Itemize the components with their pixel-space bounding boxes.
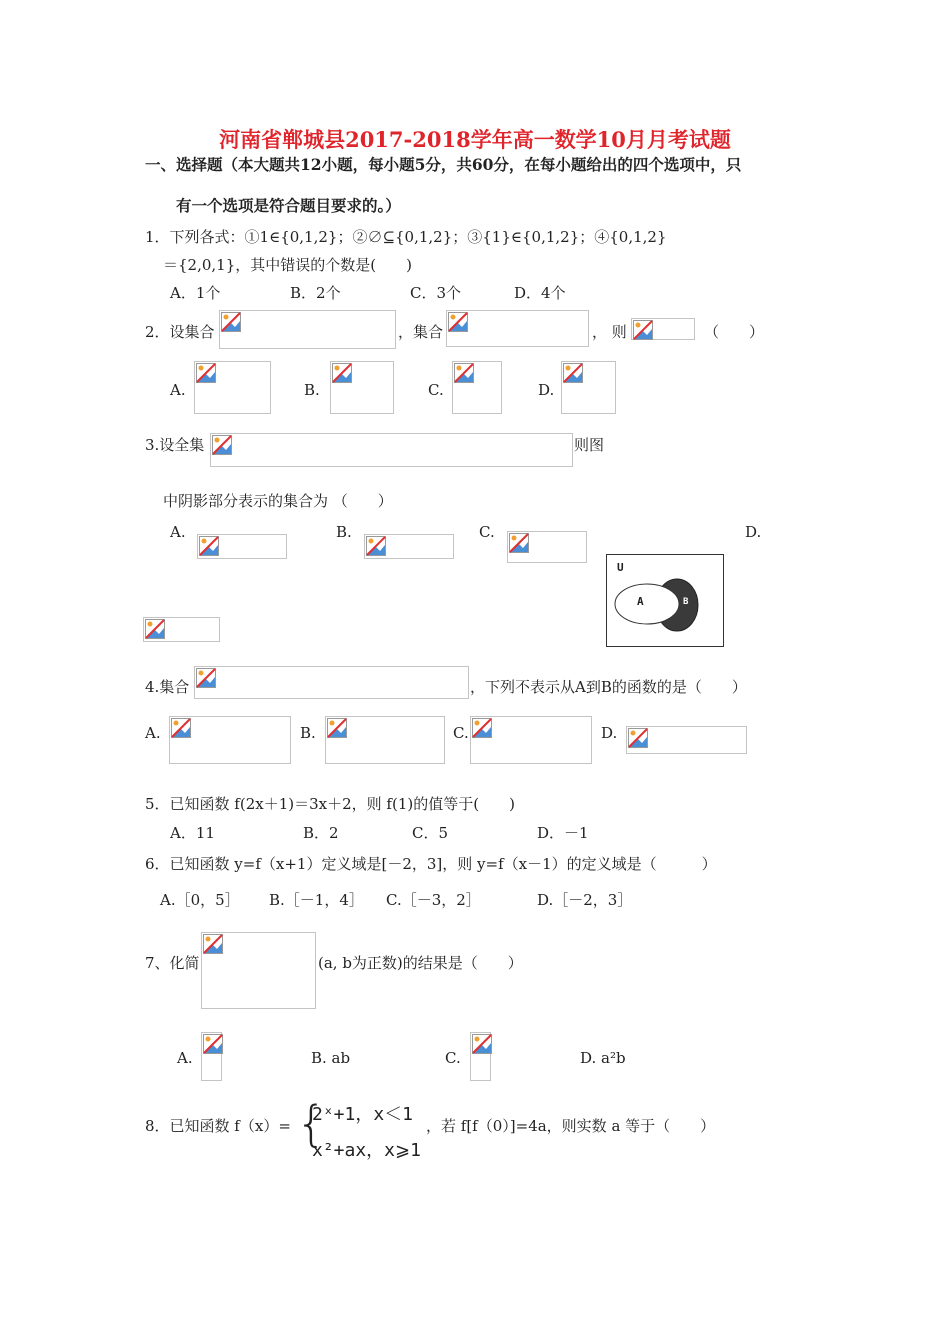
q6-option-d: D.［－2，3］ (537, 891, 633, 909)
q4-option-c: C. (453, 724, 469, 742)
q3-option-d: D. (745, 523, 762, 541)
q2-set-b-image (446, 310, 589, 347)
q7-option-d: D. a²b (580, 1049, 626, 1067)
q3-option-c: C. (479, 523, 495, 541)
q3-option-a-image (197, 534, 287, 559)
q5-option-c: C．5 (412, 824, 449, 842)
q2-option-c: C. (428, 381, 444, 399)
q6-stem: 6．已知函数 y=f（x+1）定义域是[－2，3]，则 y=f（x－1）的定义域是（ ） (145, 855, 717, 873)
q7-option-a: A. (177, 1049, 193, 1067)
q7-option-c-image (470, 1032, 491, 1081)
q4-option-d-image (626, 726, 747, 754)
q6-option-b: B.［－1，4］ (269, 891, 364, 909)
q8-case-2: x²+ax，x⩾1 (312, 1140, 421, 1161)
section-heading: 一、选择题（本大题共12小题，每小题5分，共60分，在每小题给出的四个选项中，只 (145, 155, 742, 174)
broken-image-icon (448, 312, 468, 332)
q4-stem-suffix: ，下列不表示从A到B的函数的是（ ） (470, 678, 747, 696)
q1-option-c: C．3个 (410, 284, 462, 302)
q4-option-b-image (325, 716, 445, 764)
venn-label-u: U (617, 561, 624, 574)
q2-stem-then: ， 则 (592, 323, 627, 341)
q8-stem: 8．已知函数 f（x）= (145, 1117, 291, 1135)
venn-label-b: B (683, 597, 689, 607)
broken-image-icon (472, 718, 492, 738)
q5-option-d: D．－1 (537, 824, 589, 842)
q4-option-a: A. (145, 724, 161, 742)
q2-expr-image (631, 318, 695, 340)
q4-stem: 4.集合 (145, 678, 190, 696)
q2-option-d-image (561, 361, 616, 414)
q3-stem-cont: 中阴影部分表示的集合为 （ ） (163, 492, 393, 510)
broken-image-icon (196, 668, 216, 688)
q2-option-a-image (194, 361, 271, 414)
broken-image-icon (563, 363, 583, 383)
venn-diagram-graphic (607, 555, 723, 646)
q1-option-d: D．4个 (514, 284, 566, 302)
q7-expression-image (201, 932, 316, 1009)
q3-option-d-image (143, 617, 220, 642)
q5-option-b: B．2 (303, 824, 339, 842)
q3-option-a: A. (170, 523, 186, 541)
q4-option-d: D. (601, 724, 618, 742)
q8-case-1: 2ˣ+1，x＜1 (312, 1104, 414, 1125)
broken-image-icon (199, 536, 219, 556)
broken-image-icon (509, 533, 529, 553)
q2-stem-mid: ，集合 (398, 323, 444, 341)
q2-option-c-image (452, 361, 502, 414)
q7-stem-suffix: (a, b为正数)的结果是（ ） (318, 954, 523, 972)
q1-stem: 1．下列各式：①1∈{0,1,2}；②∅⊆{0,1,2}；③{1}∈{0,1,2}；④{0,1,2} (145, 228, 667, 246)
q2-option-a: A. (170, 381, 186, 399)
q4-option-a-image (169, 716, 291, 764)
q5-option-a: A．11 (170, 824, 215, 842)
q1-stem-cont: ＝{2,0,1}，其中错误的个数是( ) (163, 256, 412, 274)
broken-image-icon (212, 435, 232, 455)
q8-stem-suffix: ，若 f[f（0）]=4a，则实数 a 等于（ ） (426, 1117, 716, 1135)
page-title: 河南省郸城县2017-2018学年高一数学10月月考试题 (219, 127, 731, 152)
venn-label-a: A (637, 595, 644, 608)
broken-image-icon (633, 320, 653, 340)
broken-image-icon (454, 363, 474, 383)
q5-stem: 5．已知函数 f(2x＋1)＝3x＋2，则 f(1)的值等于( ) (145, 795, 515, 813)
section-heading-cont: 有一个选项是符合题目要求的。） (176, 196, 401, 215)
q2-option-b: B. (304, 381, 320, 399)
q6-option-a: A.［0，5］ (160, 891, 240, 909)
q2-stem: 2．设集合 (145, 323, 215, 341)
q3-universal-set-image (210, 433, 573, 467)
broken-image-icon (472, 1034, 492, 1054)
q1-option-a: A．1个 (170, 284, 221, 302)
q4-option-c-image (470, 716, 592, 764)
q8-brace: { (296, 1096, 327, 1152)
q2-option-b-image (330, 361, 394, 414)
q7-option-a-image (201, 1032, 222, 1081)
q3-option-b: B. (336, 523, 352, 541)
q2-option-d: D. (538, 381, 555, 399)
q2-paren: （ ） (704, 323, 765, 341)
broken-image-icon (145, 619, 165, 639)
q3-stem: 3.设全集 (145, 436, 205, 454)
q2-set-a-image (219, 310, 396, 349)
broken-image-icon (366, 536, 386, 556)
broken-image-icon (203, 934, 223, 954)
q3-stem-suffix: 则图 (574, 436, 605, 454)
broken-image-icon (171, 718, 191, 738)
q7-option-c: C. (445, 1049, 461, 1067)
q7-stem: 7、化简 (145, 954, 200, 972)
venn-diagram (606, 554, 724, 647)
q4-option-b: B. (300, 724, 316, 742)
q4-set-image (194, 666, 469, 699)
broken-image-icon (628, 728, 648, 748)
broken-image-icon (203, 1034, 223, 1054)
q1-option-b: B．2个 (290, 284, 341, 302)
q3-option-c-image (507, 531, 587, 563)
broken-image-icon (221, 312, 241, 332)
q6-option-c: C.［－3，2］ (386, 891, 481, 909)
broken-image-icon (332, 363, 352, 383)
broken-image-icon (196, 363, 216, 383)
q7-option-b: B. ab (311, 1049, 351, 1067)
broken-image-icon (327, 718, 347, 738)
q3-option-b-image (364, 534, 454, 559)
